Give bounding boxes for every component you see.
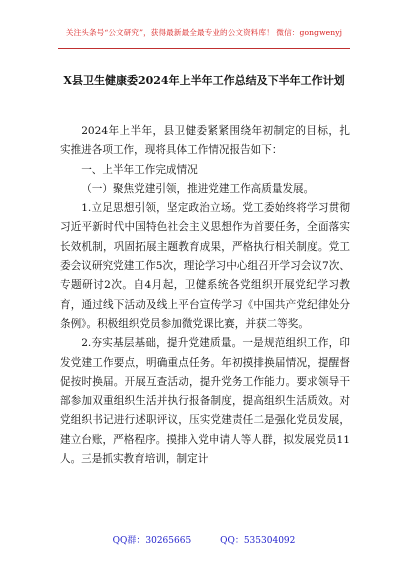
qq-number: QQ：535304092 bbox=[220, 536, 296, 546]
document-title: X县卫生健康委2024年上半年工作总结及下半年工作计划 bbox=[63, 74, 345, 87]
qq-group-number: QQ群：30265665 bbox=[112, 536, 192, 546]
intro-paragraph: 2024年上半年，县卫健委紧紧围绕年初制定的目标，扎实推进各项工作，现将具体工作情况报告如下： bbox=[60, 125, 350, 157]
body-paragraph: 1.立足思想引领，坚定政治立场。党工委始终将学习贯彻习近平新时代中国特色社会主义思想作为首要任务，全面落实长效机制，巩固拓展主题教育成果，严格执行相关制度。党工委会议研究党建工作5次，理论学习中心组召开学习会议7次、专题研讨2次。自4月起，卫健系统各党组织开展党纪学习教育，通过线下活动及线上平台宣传学习《中国共产党纪律处分条例》。积极组织党员参加微党课比赛，并获二等奖。 bbox=[60, 202, 350, 330]
subsection-heading: （一）聚焦党建引领，推进党建工作高质量发展。 bbox=[81, 182, 315, 195]
header-banner: 关注头条号“公文研究”，获得最新最全最专业的公文资料库！ 微信：gongwenyj bbox=[65, 28, 343, 37]
section-heading: 一、上半年工作完成情况 bbox=[81, 163, 198, 176]
header-divider bbox=[58, 48, 350, 49]
document-body bbox=[60, 122, 350, 469]
body-paragraph: 2.夯实基层基础，提升党建质量。一是规范组织工作，印发党建工作要点，明确重点任务。年初摸排换届情况，提醒督促按时换届。开展互查活动，提升党务工作能力。要求领导干部参加双重组织生活并执行报备制度，提高组织生活质效。对党组织书记进行述职评议，压实党建责任二是强化党员发展，建立台账，严格程序。摸排入党申请人等人群，拟发展党员11人。三是抓实教育培训，制定计 bbox=[60, 337, 350, 466]
footer-contacts bbox=[0, 533, 408, 546]
